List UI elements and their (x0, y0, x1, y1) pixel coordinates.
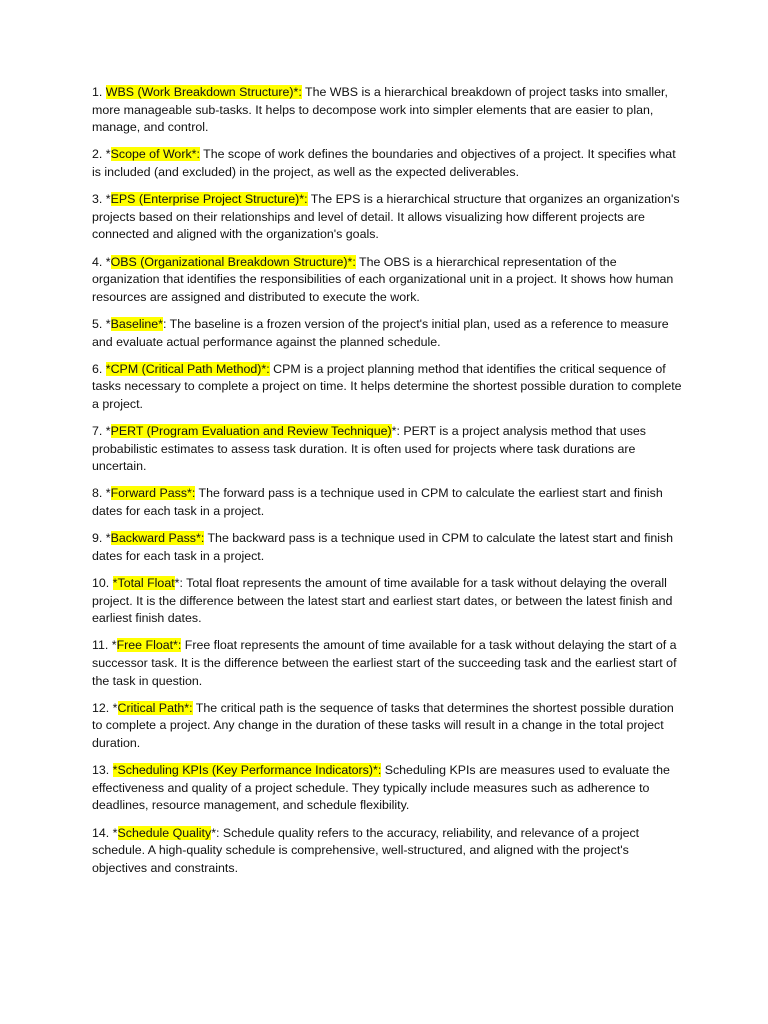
definition-item-scope-of-work (92, 146, 684, 181)
item-definition: Free float represents the amount of time available for a task without delaying the start of a successor task. It is the difference between the earliest start of the succeeding task and the earliest start of the task in question. (92, 638, 677, 688)
item-definition: The EPS is a hierarchical structure that organizes an organization's projects based on their relationships and level of detail. It allows visualizing how different projects are connected and aligned with the organization's goals. (92, 192, 680, 242)
highlighted-term: Schedule Quality (117, 825, 212, 840)
item-prefix: 7. * (92, 424, 111, 439)
highlighted-term: OBS (Organizational Breakdown Structure)*: (110, 254, 356, 269)
highlighted-term: Forward Pass*: (110, 486, 196, 501)
definition-item-cpm (92, 361, 684, 414)
item-definition: The OBS is a hierarchical representation of the organization that identifies the responsibilities of each organizational unit in a project. It shows how human resources are assigned and distributed to execute the work. (92, 254, 674, 304)
item-definition: The WBS is a hierarchical breakdown of project tasks into smaller, more manageable sub-tasks. It helps to decompose work into simpler elements that are easier to plan, manage, and control. (92, 85, 668, 135)
definition-item-total-float (92, 575, 684, 628)
item-definition: CPM is a project planning method that identifies the critical sequence of tasks necessary to complete a project on time. It helps determine the shortest possible duration to complete a project. (92, 361, 682, 411)
item-prefix: 4. * (92, 254, 111, 269)
item-definition: PERT is a project analysis method that uses probabilistic estimates to assess task duration. It is often used for projects where task durations are uncertain. (92, 424, 646, 474)
definition-item-scheduling-kpis (92, 762, 684, 815)
highlighted-term: *Scheduling KPIs (Key Performance Indicators)*: (112, 763, 382, 778)
highlighted-term: PERT (Program Evaluation and Review Technique) (110, 424, 392, 439)
item-suffix: : (162, 316, 167, 331)
item-suffix: *: (391, 424, 400, 439)
item-prefix: 3. * (92, 192, 111, 207)
definition-item-free-float (92, 637, 684, 690)
highlighted-term: *Total Float (112, 576, 175, 590)
item-prefix: 12. * (92, 700, 118, 715)
item-definition: Schedule quality refers to the accuracy, reliability, and relevance of a project schedule. A high-quality schedule is comprehensive, well-structured, and aligned with the project's objectives and constraints. (92, 825, 640, 875)
definition-item-backward-pass (92, 530, 684, 565)
definition-item-schedule-quality (92, 825, 684, 878)
highlighted-term: EPS (Enterprise Project Structure)*: (110, 192, 308, 207)
highlighted-term: Free Float*: (116, 638, 182, 653)
item-suffix: *: (174, 576, 183, 590)
item-definition: Total float represents the amount of time available for a task without delaying the overall project. It is the difference between the latest start and earliest start dates, or between the latest finish and earliest finish dates. (92, 576, 673, 626)
item-definition: Scheduling KPIs are measures used to evaluate the effectiveness and quality of a project schedule. They typically include measures such as adherence to deadlines, resource management, and schedule flexibility. (92, 763, 670, 813)
definition-item-baseline (92, 316, 684, 351)
document-page (92, 84, 684, 887)
item-definition: The baseline is a frozen version of the project's initial plan, used as a reference to measure and evaluate actual performance against the planned schedule. (92, 316, 669, 349)
highlighted-term: WBS (Work Breakdown Structure)*: (105, 85, 302, 99)
item-definition: The backward pass is a technique used in CPM to calculate the latest start and finish dates for each task in a project. (92, 531, 674, 563)
item-prefix: 10. (92, 576, 113, 590)
highlighted-term: Backward Pass*: (110, 531, 205, 546)
item-prefix: 9. * (92, 531, 111, 546)
item-prefix: 1. (92, 85, 106, 99)
highlighted-term: Critical Path*: (117, 700, 193, 715)
item-definition: The forward pass is a technique used in CPM to calculate the earliest start and finish dates for each task in a project. (92, 486, 663, 519)
definition-item-forward-pass (92, 485, 684, 520)
item-prefix: 13. (92, 763, 113, 778)
highlighted-term: Scope of Work*: (110, 147, 200, 162)
definition-item-obs (92, 254, 684, 307)
definition-item-critical-path (92, 700, 684, 753)
definition-item-eps (92, 191, 684, 244)
item-prefix: 5. * (92, 316, 111, 331)
item-prefix: 11. * (92, 638, 117, 653)
item-prefix: 6. (92, 361, 106, 376)
item-suffix: *: (211, 825, 220, 840)
item-definition: The scope of work defines the boundaries and objectives of a project. It specifies what is included (and excluded) in the project, as well as the expected deliverables. (92, 147, 676, 179)
item-prefix: 14. * (92, 825, 118, 840)
definition-item-wbs (92, 84, 684, 137)
item-definition: The critical path is the sequence of tasks that determines the shortest possible duration to complete a project. Any change in the duration of these tasks will result in a change in the total project duration. (92, 700, 674, 750)
item-prefix: 8. * (92, 486, 111, 501)
highlighted-term: *CPM (Critical Path Method)*: (105, 361, 270, 376)
definition-item-pert (92, 423, 684, 476)
highlighted-term: Baseline* (110, 316, 163, 331)
item-prefix: 2. * (92, 147, 111, 162)
